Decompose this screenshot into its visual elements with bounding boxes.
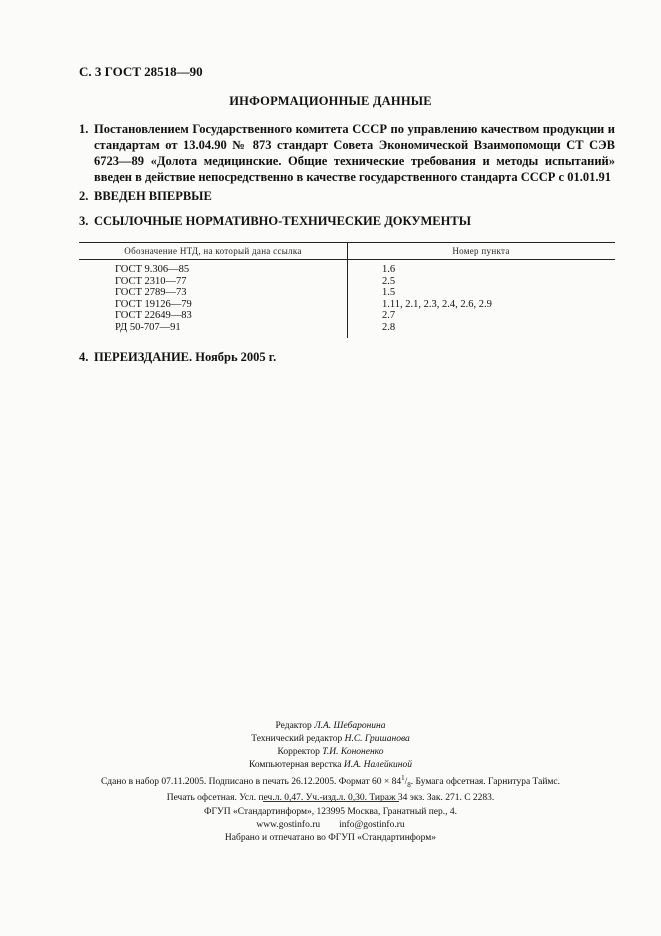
print-line-2: Печать офсетная. Усл. печ.л. 0,47. Уч.-изд.л. 0,30. Тираж 34 экз. Зак. 271. С 2283.: [166, 793, 495, 804]
section-text: ВВЕДЕН ВПЕРВЫЕ: [94, 189, 212, 203]
table-row: [79, 299, 615, 311]
table-header-document: Обозначение НТД, на который дана ссылка: [124, 246, 302, 256]
publisher-info: [0, 806, 661, 845]
table-row: [79, 322, 615, 334]
table-cell-items: 1.5: [382, 287, 396, 298]
table-body: [79, 264, 615, 333]
section-number: 1.: [79, 122, 89, 136]
table-cell-items: 1.11, 2.1, 2.3, 2.4, 2.6, 2.9: [382, 298, 492, 310]
section-2-introduced: [79, 188, 615, 204]
table-cell-document: ГОСТ 22649—83: [115, 310, 192, 321]
credit-technical-editor: Технический редактор Н.С. Гришанова: [251, 734, 410, 744]
table-cell-items: 1.6: [382, 264, 396, 275]
section-number: 4.: [79, 350, 89, 364]
page-header: С. 3 ГОСТ 28518—90: [79, 64, 203, 79]
table-cell-document: ГОСТ 19126—79: [115, 298, 192, 310]
section-number: 3.: [79, 214, 89, 228]
section-4-reissue: [79, 349, 615, 365]
table-cell-items: 2.5: [382, 275, 396, 287]
colophon-divider: [263, 801, 399, 802]
section-number: 2.: [79, 189, 89, 203]
print-line-1: Сдано в набор 07.11.2005. Подписано в печать 26.12.2005. Формат $60 \times 84^1/_8$. Бумага офсетная. Гарнитура Таймс.: [100, 774, 561, 790]
section-text: ПЕРЕИЗДАНИЕ. Ноябрь 2005 г.: [94, 350, 277, 364]
section-text: ССЫЛОЧНЫЕ НОРМАТИВНО-ТЕХНИЧЕСКИЕ ДОКУМЕНТЫ: [94, 214, 471, 228]
table-row: [79, 276, 615, 288]
credit-layout: Компьютерная верстка И.А. Налейкиной: [249, 760, 412, 770]
publisher-address: ФГУП «Стандартинформ», 123995 Москва, Гранатный пер., 4.: [203, 807, 458, 817]
section-text: Постановлением Государственного комитета СССР по управлению качеством продукции и стандартам от 13.04.90 № 873 стандарт Совета Экономической Взаимопомощи СТ СЭВ 6723—89 «Долота медицинские. Общие технические требования и методы испытаний» введен в действие непосредственно в качестве государственного стандарта СССР с 01.01.91: [94, 122, 615, 184]
table-cell-document: ГОСТ 2310—77: [115, 275, 187, 287]
table-row: [79, 264, 615, 276]
table-cell-document: ГОСТ 2789—73: [115, 287, 187, 298]
table-cell-document: РД 50-707—91: [115, 321, 181, 333]
section-1-approval: [79, 121, 615, 185]
editorial-credits: [0, 720, 661, 772]
table-row: [79, 310, 615, 322]
publisher-contacts: [0, 819, 661, 832]
table-row: [79, 287, 615, 299]
section-3-references: [79, 213, 615, 229]
publisher-printing: Набрано и отпечатано во ФГУП «Стандартинформ»: [224, 833, 437, 843]
publisher-email: info@gostinfo.ru: [339, 820, 405, 830]
table-cell-items: 2.8: [382, 321, 396, 333]
table-header-item-number: Номер пункта: [452, 246, 510, 256]
document-title: ИНФОРМАЦИОННЫЕ ДАННЫЕ: [229, 94, 432, 108]
table-cell-items: 2.7: [382, 310, 396, 321]
credit-proofreader: Корректор Т.И. Кононенко: [277, 747, 384, 757]
table-cell-document: ГОСТ 9.306—85: [115, 264, 190, 275]
credit-editor: Редактор Л.А. Шебаронина: [275, 721, 386, 731]
publisher-website: www.gostinfo.ru: [256, 820, 321, 830]
